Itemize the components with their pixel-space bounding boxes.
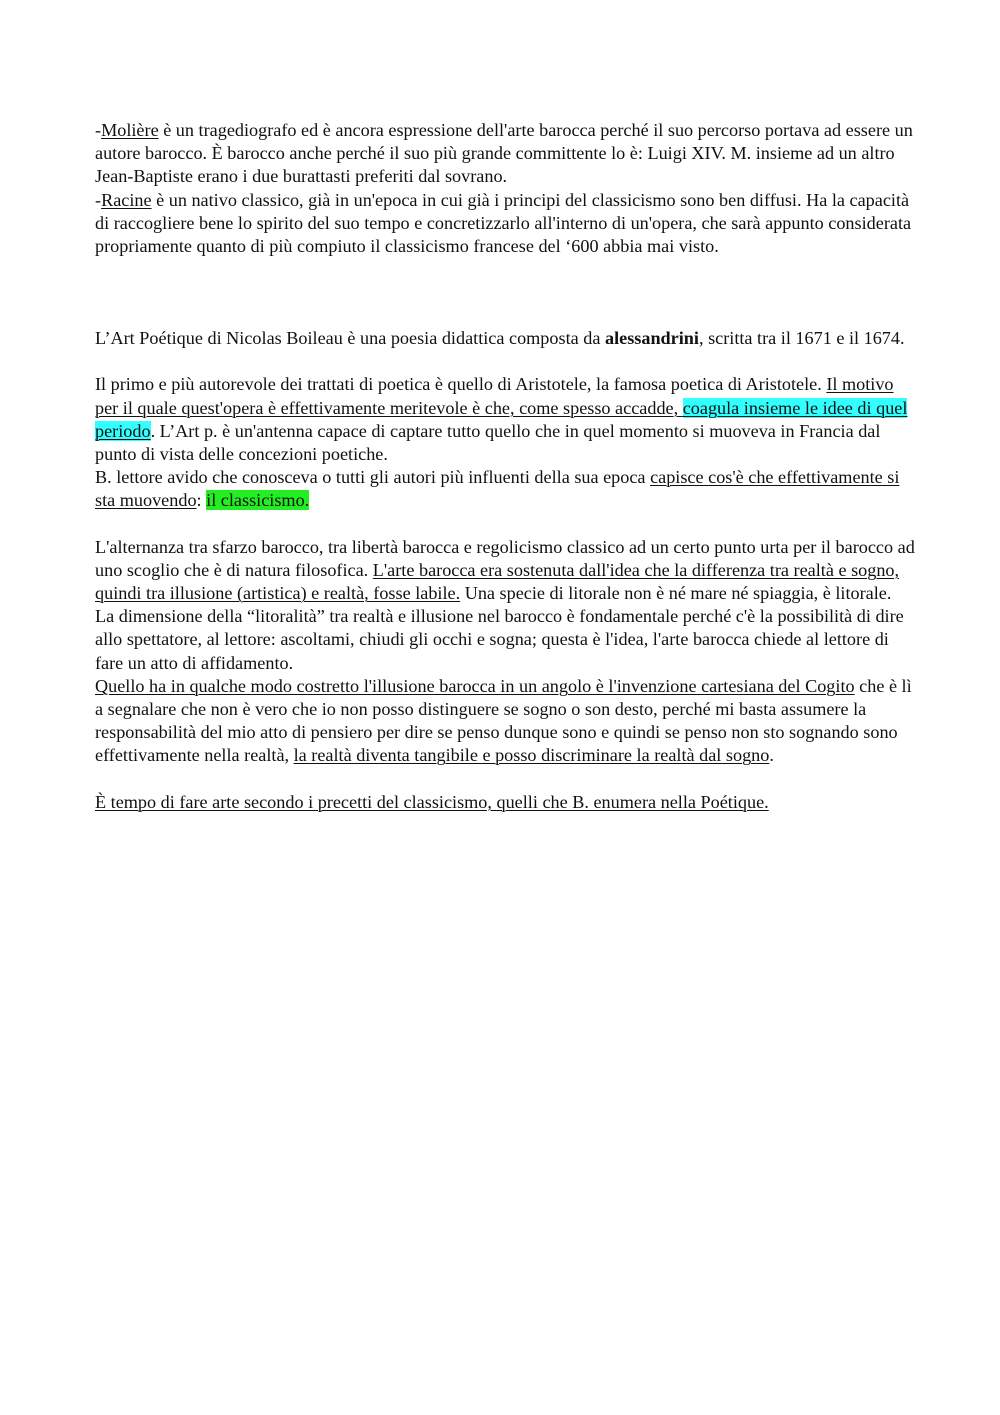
cogito-text: che è lì a segnalare che non è vero che io non posso distinguere se sogno o son desto, perché mi basta assumere la responsabilità del mio atto di pensiero per dire se penso dunque sono e quindi se penso non sto sognando sono effettivamente nella realtà, bbox=[95, 675, 912, 766]
author-name-moliere: Molière bbox=[101, 120, 159, 140]
aristotele-text: Il primo e più autorevole dei trattati di poetica è quello di Aristotele, la famosa poetica di Aristotele. bbox=[95, 374, 822, 395]
art-poetique-text-end: , scritta tra il 1671 e il 1674. bbox=[698, 328, 905, 349]
spacer bbox=[95, 350, 915, 373]
author-name-racine: Racine bbox=[101, 189, 152, 210]
underlined-realta-tangibile: la realtà diventa tangibile e posso discriminare la realtà dal sogno bbox=[293, 745, 770, 766]
antenna-text: . L’Art p. è un'antenna capace di captare tutto quello che in quel momento si muoveva in Francia dal punto di vista delle concezioni poetiche. bbox=[95, 420, 881, 465]
underlined-closing: È tempo di fare arte secondo i precetti del classicismo, quelli che B. enumera nella Poétique. bbox=[95, 791, 769, 812]
dash: - bbox=[95, 120, 102, 140]
underlined-cogito: Quello ha in qualche modo costretto l'illusione barocca in un angolo è l'invenzione cartesiana del Cogito bbox=[95, 675, 855, 696]
period: . bbox=[769, 745, 774, 766]
racine-text: è un nativo classico, già in un'epoca in cui già i principi del classicismo sono ben diffusi. Ha la capacità di raccogliere bene lo spirito del suo tempo e concretizzarlo all'interno di un'opera, che sarà appunto considerata propriamente quanto di più compiuto il classicismo francese del ‘600 abbia mai visto. bbox=[95, 189, 912, 257]
litorale-text: Una specie di litorale non è né mare né spiaggia, è litorale. La dimensione della “litoralità” tra realtà e illusione nel barocco è fondamentale perché c'è la possibilità di dire allo spettatore, al lettore: ascoltami, chiudi gli occhi e sogna; questa è l'idea, l'arte barocca chiede al lettore di fare un atto di affidamento. bbox=[95, 583, 904, 673]
boileau-reader-paragraph bbox=[95, 466, 915, 512]
spacer bbox=[95, 513, 915, 536]
colon: : bbox=[196, 490, 207, 511]
bold-term-alessandrini: alessandrini bbox=[604, 328, 699, 349]
underlined-arte-barocca: L'arte barocca era sostenuta dall'idea che la differenza tra realtà e sogno, quindi tra illusione (artistica) e realtà, fosse labile. bbox=[95, 559, 900, 604]
spacer bbox=[95, 258, 915, 304]
spacer bbox=[95, 304, 915, 327]
aristotele-paragraph bbox=[95, 373, 915, 466]
art-poetique-paragraph bbox=[95, 327, 915, 350]
document-page bbox=[95, 119, 915, 814]
cogito-paragraph bbox=[95, 675, 915, 768]
underlined-motivo: Il motivo per il quale quest'opera è effettivamente meritevole è che, come spesso accadde, bbox=[95, 374, 894, 418]
spacer bbox=[95, 768, 915, 791]
racine-paragraph bbox=[95, 189, 915, 259]
underlined-capisce: capisce cos'è che effettivamente si sta muovendo bbox=[95, 467, 900, 511]
reader-text: B. lettore avido che conosceva o tutti gli autori più influenti della sua epoca bbox=[95, 467, 651, 488]
moliere-paragraph bbox=[95, 119, 915, 189]
moliere-text: è un tragediografo ed è ancora espressione dell'arte barocca perché il suo percorso portava ad essere un autore barocco. È barocco anche perché il suo più grande committente lo è: Luigi XIV. M. insieme ad un altro Jean-Baptiste erano i due burattasti preferiti dal sovrano. bbox=[95, 120, 913, 187]
closing-paragraph bbox=[95, 791, 915, 814]
dash: - bbox=[95, 189, 102, 210]
highlight-green-classicismo: il classicismo. bbox=[206, 490, 310, 511]
highlight-cyan-coagula: coagula insieme le idee di quel periodo bbox=[95, 397, 908, 441]
art-poetique-text: L’Art Poétique di Nicolas Boileau è una poesia didattica composta da bbox=[95, 328, 605, 349]
alternanza-paragraph bbox=[95, 536, 915, 675]
alternanza-text: L'alternanza tra sfarzo barocco, tra libertà barocca e regolicismo classico ad un certo punto urta per il barocco ad uno scoglio che è di natura filosofica. bbox=[95, 536, 915, 580]
